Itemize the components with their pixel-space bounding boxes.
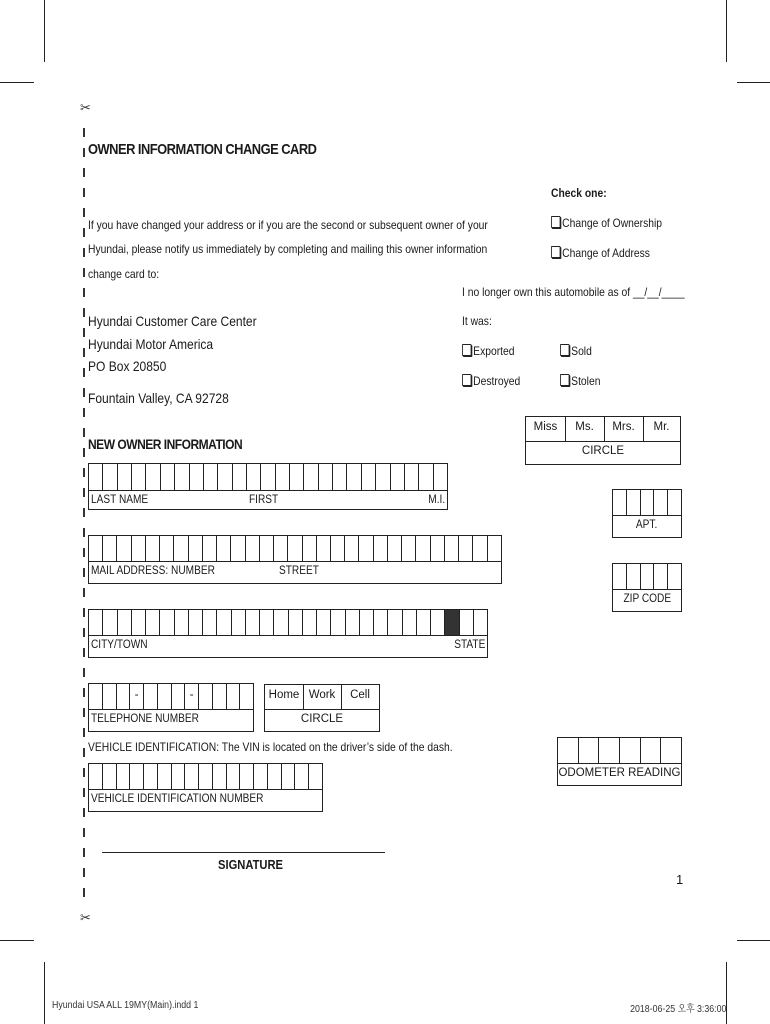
signature-line[interactable]: [102, 852, 385, 853]
character-cell[interactable]: [274, 610, 288, 635]
character-cell[interactable]: [345, 536, 359, 561]
character-cell[interactable]: [431, 610, 445, 635]
character-cell[interactable]: [661, 738, 681, 763]
character-cell[interactable]: [405, 464, 419, 490]
city-town-label: CITY/TOWN: [91, 639, 148, 651]
cut-line-dash: [83, 368, 85, 377]
cut-line-dash: [83, 528, 85, 537]
character-cell[interactable]: [641, 738, 662, 763]
character-cell[interactable]: [247, 464, 261, 490]
mailing-address-line: Fountain Valley, CA 92728: [88, 390, 229, 406]
character-cell[interactable]: [199, 684, 213, 709]
character-cell[interactable]: [246, 610, 260, 635]
character-cell[interactable]: [132, 536, 146, 561]
mailing-address-line: PO Box 20850: [88, 358, 167, 374]
character-cell[interactable]: [460, 610, 474, 635]
character-cell[interactable]: [282, 764, 296, 789]
vin-label: VEHICLE IDENTIFICATION NUMBER: [91, 793, 264, 805]
cut-line-dash: [83, 628, 85, 637]
check-change-address[interactable]: [551, 246, 650, 260]
character-cell[interactable]: [317, 536, 331, 561]
character-cell[interactable]: [558, 738, 579, 763]
phone-type-circle-label: CIRCLE: [300, 713, 344, 725]
character-cell[interactable]: [190, 464, 204, 490]
city-entry-box[interactable]: [88, 609, 488, 658]
character-cell[interactable]: [295, 764, 309, 789]
signature-label: SIGNATURE: [218, 857, 284, 872]
cut-line-dash: [83, 428, 85, 437]
phone-separator: -: [134, 687, 139, 701]
it-was-option-label: Destroyed: [473, 374, 521, 388]
character-cell[interactable]: [331, 536, 345, 561]
separator-cell: [130, 684, 144, 709]
character-cell[interactable]: [217, 610, 231, 635]
character-cell[interactable]: [254, 764, 268, 789]
intro-line: change card to:: [88, 267, 160, 281]
cut-line-dash: [83, 228, 85, 237]
character-cell[interactable]: [160, 536, 174, 561]
character-cell[interactable]: [146, 536, 160, 561]
mailing-address-line: Hyundai Motor America: [88, 336, 214, 352]
cut-line-dash: [83, 128, 85, 137]
character-cell[interactable]: [144, 684, 158, 709]
character-cell[interactable]: [213, 684, 227, 709]
character-cell[interactable]: [668, 490, 681, 515]
character-cell[interactable]: [620, 738, 641, 763]
character-cell[interactable]: [89, 610, 103, 635]
character-cell[interactable]: [613, 564, 627, 589]
cut-line-dash: [83, 388, 85, 397]
checkbox-icon[interactable]: [462, 344, 471, 356]
title-option-mr[interactable]: Mr.: [653, 421, 670, 433]
crop-mark: [726, 0, 727, 62]
character-cell[interactable]: [641, 564, 655, 589]
cut-line-dash: [83, 768, 85, 777]
it-was-sold[interactable]: [560, 344, 592, 358]
character-cell[interactable]: [232, 610, 246, 635]
character-cell[interactable]: [233, 464, 247, 490]
cut-line-dash: [83, 728, 85, 737]
crop-mark: [0, 940, 34, 941]
character-cell[interactable]: [130, 764, 144, 789]
crop-mark: [737, 940, 770, 941]
character-cell[interactable]: [117, 764, 131, 789]
character-cell[interactable]: [417, 610, 431, 635]
character-cell[interactable]: [402, 536, 416, 561]
cut-line-dash: [83, 888, 85, 897]
cut-line-dash: [83, 268, 85, 277]
cut-line-dash: [83, 308, 85, 317]
character-cell[interactable]: [579, 738, 600, 763]
character-cell[interactable]: [89, 536, 103, 561]
cut-line-dash: [83, 408, 85, 417]
checkbox-icon[interactable]: [560, 344, 569, 356]
footer-file: Hyundai USA ALL 19MY(Main).indd 1: [52, 1000, 199, 1011]
character-cell[interactable]: [103, 536, 117, 561]
mailing-address-line: Hyundai Customer Care Center: [88, 313, 257, 329]
character-cell[interactable]: [416, 536, 430, 561]
character-cell[interactable]: [160, 610, 174, 635]
cut-line-dash: [83, 148, 85, 157]
character-cell[interactable]: [613, 490, 627, 515]
character-cell[interactable]: [89, 684, 103, 709]
cut-line-dash: [83, 168, 85, 177]
character-cell[interactable]: [240, 764, 254, 789]
character-cell[interactable]: [146, 610, 160, 635]
cut-line-dash: [83, 468, 85, 477]
apt-label: APT.: [635, 519, 657, 531]
character-cell[interactable]: [185, 764, 199, 789]
check-one-heading: Check one:: [551, 186, 607, 200]
character-cell[interactable]: [331, 610, 345, 635]
character-cell[interactable]: [189, 610, 203, 635]
vin-entry-box[interactable]: [88, 763, 323, 812]
character-cell[interactable]: [599, 738, 620, 763]
character-cell[interactable]: [260, 536, 274, 561]
check-option-label: Change of Address: [562, 246, 650, 260]
cut-line-dash: [83, 708, 85, 717]
checkbox-icon[interactable]: [462, 374, 471, 386]
character-cell[interactable]: [158, 684, 172, 709]
character-cell[interactable]: [118, 610, 132, 635]
street-label: STREET: [279, 565, 319, 577]
odometer-label: ODOMETER READING: [558, 767, 681, 779]
phone-type-cell[interactable]: Cell: [350, 689, 370, 701]
character-cell[interactable]: [203, 536, 217, 561]
state-label: STATE: [453, 639, 485, 651]
cut-line-dash: [83, 188, 85, 197]
character-cell[interactable]: [175, 464, 189, 490]
character-cell[interactable]: [434, 464, 447, 490]
intro-line: Hyundai, please notify us immediately by completing and mailing this owner information: [88, 242, 488, 256]
cut-line-dash: [83, 668, 85, 677]
cut-line-dash: [83, 288, 85, 297]
title-circle-box: [525, 416, 681, 465]
apt-entry-box[interactable]: [612, 489, 682, 538]
character-cell[interactable]: [654, 490, 668, 515]
character-cell[interactable]: [172, 764, 186, 789]
cut-line-dash: [83, 648, 85, 657]
character-cell[interactable]: [203, 610, 217, 635]
character-cell[interactable]: [161, 464, 175, 490]
it-was-exported[interactable]: [462, 344, 514, 358]
character-cell[interactable]: [403, 610, 417, 635]
cut-line-dash: [83, 608, 85, 617]
phone-separator: -: [189, 687, 194, 701]
character-cell[interactable]: [303, 536, 317, 561]
title-option-mrs[interactable]: Mrs.: [612, 421, 635, 433]
it-was-label: It was:: [462, 314, 492, 328]
character-cell[interactable]: [268, 764, 282, 789]
cut-line-dash: [83, 788, 85, 797]
character-cell[interactable]: [654, 564, 668, 589]
character-cell[interactable]: [388, 536, 402, 561]
telephone-entry-box[interactable]: [88, 683, 254, 732]
character-cell[interactable]: [189, 536, 203, 561]
character-cell[interactable]: [217, 536, 231, 561]
it-was-option-label: Stolen: [571, 374, 601, 388]
character-cell[interactable]: [388, 610, 402, 635]
checkbox-icon[interactable]: [551, 246, 560, 258]
character-cell[interactable]: [103, 684, 117, 709]
character-cell[interactable]: [175, 610, 189, 635]
character-cell[interactable]: [376, 464, 390, 490]
character-cell[interactable]: [459, 536, 473, 561]
crop-mark: [0, 82, 34, 83]
character-cell[interactable]: [246, 536, 260, 561]
checkbox-icon[interactable]: [551, 216, 560, 228]
character-cell[interactable]: [303, 610, 317, 635]
vin-note: VEHICLE IDENTIFICATION: The VIN is located on the driver’s side of the dash.: [88, 740, 453, 754]
character-cell[interactable]: [218, 464, 232, 490]
character-cell[interactable]: [360, 610, 374, 635]
cut-line-dash: [83, 748, 85, 757]
character-cell[interactable]: [276, 464, 290, 490]
character-cell[interactable]: [288, 536, 302, 561]
zip-code-label: ZIP CODE: [623, 593, 671, 605]
it-was-destroyed[interactable]: [462, 374, 520, 388]
character-cell[interactable]: [419, 464, 433, 490]
character-cell[interactable]: [227, 684, 241, 709]
character-cell[interactable]: [132, 464, 146, 490]
character-cell[interactable]: [445, 610, 459, 635]
cut-line-dash: [83, 868, 85, 877]
character-cell[interactable]: [261, 464, 275, 490]
character-cell[interactable]: [103, 464, 117, 490]
character-cell[interactable]: [290, 464, 304, 490]
cut-line-dash: [83, 208, 85, 217]
character-cell[interactable]: [172, 684, 186, 709]
separator-cell: [185, 684, 199, 709]
character-cell[interactable]: [103, 610, 117, 635]
scissors-icon: ✂: [80, 100, 91, 115]
title-option-miss[interactable]: Miss: [533, 421, 558, 433]
character-cell[interactable]: [260, 610, 274, 635]
cut-line-dash: [83, 688, 85, 697]
character-cell[interactable]: [274, 536, 288, 561]
character-cell[interactable]: [445, 536, 459, 561]
checkbox-icon[interactable]: [560, 374, 569, 386]
character-cell[interactable]: [362, 464, 376, 490]
title-circle-label: CIRCLE: [581, 445, 625, 457]
character-cell[interactable]: [118, 464, 132, 490]
character-cell[interactable]: [227, 764, 241, 789]
check-option-label: Change of Ownership: [562, 216, 663, 230]
last-name-label: LAST NAME: [91, 494, 149, 506]
character-cell[interactable]: [117, 536, 131, 561]
phone-type-box: [264, 684, 380, 732]
character-cell[interactable]: [374, 536, 388, 561]
character-cell[interactable]: [319, 464, 333, 490]
title-option-ms[interactable]: Ms.: [575, 421, 594, 433]
phone-type-work[interactable]: Work: [308, 689, 336, 701]
character-cell[interactable]: [174, 536, 188, 561]
crop-mark: [44, 962, 45, 1024]
mail-number-label: MAIL ADDRESS: NUMBER: [91, 565, 215, 577]
character-cell[interactable]: [474, 610, 487, 635]
check-change-ownership[interactable]: [551, 216, 662, 230]
character-cell[interactable]: [204, 464, 218, 490]
character-cell[interactable]: [199, 764, 213, 789]
character-cell[interactable]: [144, 764, 158, 789]
odometer-entry-box[interactable]: [557, 737, 682, 786]
cut-line-dash: [83, 588, 85, 597]
character-cell[interactable]: [240, 684, 253, 709]
telephone-label: TELEPHONE NUMBER: [91, 713, 199, 725]
character-cell[interactable]: [374, 610, 388, 635]
it-was-option-label: Exported: [473, 344, 515, 358]
cut-line-dash: [83, 548, 85, 557]
character-cell[interactable]: [213, 764, 227, 789]
card-title: OWNER INFORMATION CHANGE CARD: [88, 141, 317, 158]
character-cell[interactable]: [347, 464, 361, 490]
character-cell[interactable]: [304, 464, 318, 490]
cut-line-dash: [83, 808, 85, 817]
scissors-icon: ✂: [80, 910, 91, 925]
it-was-stolen[interactable]: [560, 374, 600, 388]
character-cell[interactable]: [103, 764, 117, 789]
character-cell[interactable]: [89, 464, 103, 490]
new-owner-heading: NEW OWNER INFORMATION: [88, 436, 243, 452]
character-cell[interactable]: [231, 536, 245, 561]
character-cell[interactable]: [317, 610, 331, 635]
cut-line-dash: [83, 328, 85, 337]
no-longer-own-text: I no longer own this automobile as of __/__/____: [462, 285, 685, 299]
character-cell[interactable]: [117, 684, 131, 709]
character-cell[interactable]: [391, 464, 405, 490]
crop-mark: [44, 0, 45, 62]
character-cell[interactable]: [473, 536, 487, 561]
mi-label: M.I.: [428, 494, 445, 506]
cut-line-dash: [83, 448, 85, 457]
it-was-option-label: Sold: [571, 344, 592, 358]
character-cell[interactable]: [146, 464, 160, 490]
cut-line-dash: [83, 828, 85, 837]
cut-line-dash: [83, 508, 85, 517]
crop-mark: [737, 82, 770, 83]
cut-line-dash: [83, 488, 85, 497]
character-cell[interactable]: [641, 490, 655, 515]
character-cell[interactable]: [132, 610, 146, 635]
intro-line: If you have changed your address or if you are the second or subsequent owner of your: [88, 218, 488, 232]
character-cell[interactable]: [668, 564, 681, 589]
page-number: 1: [676, 872, 684, 887]
mail-address-entry-box[interactable]: [88, 535, 502, 584]
cut-line-dash: [83, 348, 85, 357]
cut-line-dash: [83, 848, 85, 857]
character-cell[interactable]: [627, 564, 641, 589]
name-entry-box[interactable]: [88, 463, 448, 510]
character-cell[interactable]: [333, 464, 347, 490]
zip-entry-box[interactable]: [612, 563, 682, 612]
character-cell[interactable]: [627, 490, 641, 515]
character-cell[interactable]: [346, 610, 360, 635]
first-name-label: FIRST: [249, 494, 279, 506]
phone-type-home[interactable]: Home: [268, 689, 300, 701]
character-cell[interactable]: [359, 536, 373, 561]
character-cell[interactable]: [309, 764, 322, 789]
footer-timestamp: 2018-06-25 오후 3:36:00: [629, 1004, 726, 1015]
cut-line-dash: [83, 568, 85, 577]
character-cell[interactable]: [158, 764, 172, 789]
cut-line-dash: [83, 248, 85, 257]
character-cell[interactable]: [89, 764, 103, 789]
character-cell[interactable]: [289, 610, 303, 635]
character-cell[interactable]: [488, 536, 501, 561]
character-cell[interactable]: [431, 536, 445, 561]
